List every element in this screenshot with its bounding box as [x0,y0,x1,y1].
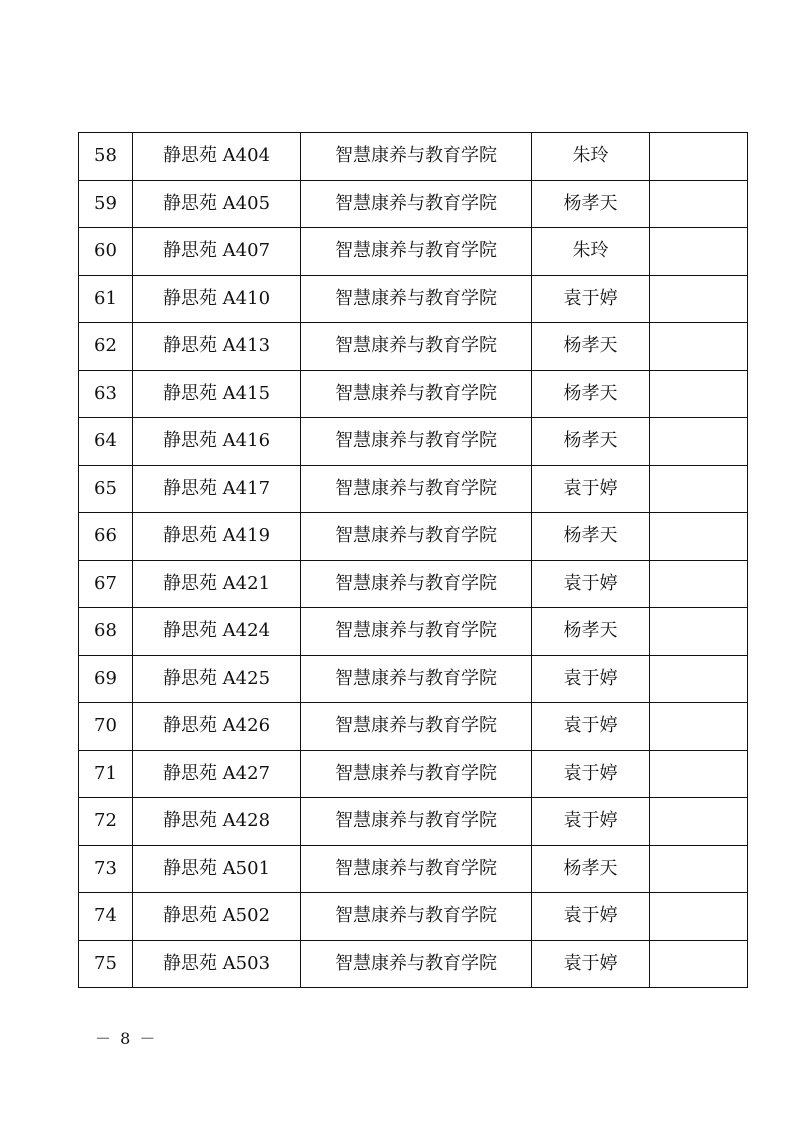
table-row [79,703,748,751]
table-row [79,180,748,228]
name-cell: 袁于婷 [532,940,650,988]
extra-cell [650,798,748,846]
extra-cell [650,655,748,703]
room-cell: 静思苑 A417 [133,465,301,513]
table-row [79,798,748,846]
college-cell: 智慧康养与教育学院 [301,845,532,893]
table-row [79,465,748,513]
name-cell: 袁于婷 [532,275,650,323]
college-cell: 智慧康养与教育学院 [301,180,532,228]
extra-cell [650,370,748,418]
room-cell: 静思苑 A426 [133,703,301,751]
room-cell: 静思苑 A421 [133,560,301,608]
extra-cell [650,323,748,371]
table-row [79,323,748,371]
row-number-cell: 72 [79,798,133,846]
room-cell: 静思苑 A405 [133,180,301,228]
extra-cell [650,133,748,181]
name-cell: 杨孝天 [532,418,650,466]
name-cell: 袁于婷 [532,655,650,703]
extra-cell [650,465,748,513]
name-cell: 杨孝天 [532,323,650,371]
table-row [79,560,748,608]
extra-cell [650,180,748,228]
college-cell: 智慧康养与教育学院 [301,893,532,941]
college-cell: 智慧康养与教育学院 [301,703,532,751]
extra-cell [650,608,748,656]
table-row [79,513,748,561]
row-number-cell: 71 [79,750,133,798]
room-cell: 静思苑 A502 [133,893,301,941]
table-row [79,750,748,798]
row-number-cell: 74 [79,893,133,941]
college-cell: 智慧康养与教育学院 [301,370,532,418]
row-number-cell: 63 [79,370,133,418]
room-cell: 静思苑 A407 [133,228,301,276]
college-cell: 智慧康养与教育学院 [301,228,532,276]
room-cell: 静思苑 A427 [133,750,301,798]
room-cell: 静思苑 A413 [133,323,301,371]
row-number-cell: 62 [79,323,133,371]
room-cell: 静思苑 A503 [133,940,301,988]
row-number-cell: 67 [79,560,133,608]
table-row [79,845,748,893]
row-number-cell: 58 [79,133,133,181]
name-cell: 袁于婷 [532,560,650,608]
room-cell: 静思苑 A404 [133,133,301,181]
name-cell: 袁于婷 [532,893,650,941]
name-cell: 袁于婷 [532,703,650,751]
extra-cell [650,845,748,893]
college-cell: 智慧康养与教育学院 [301,133,532,181]
row-number-cell: 65 [79,465,133,513]
row-number-cell: 75 [79,940,133,988]
name-cell: 朱玲 [532,133,650,181]
college-cell: 智慧康养与教育学院 [301,750,532,798]
row-number-cell: 64 [79,418,133,466]
name-cell: 袁于婷 [532,465,650,513]
name-cell: 杨孝天 [532,370,650,418]
table-row [79,608,748,656]
dormitory-table [78,132,748,988]
college-cell: 智慧康养与教育学院 [301,560,532,608]
name-cell: 朱玲 [532,228,650,276]
college-cell: 智慧康养与教育学院 [301,655,532,703]
row-number-cell: 61 [79,275,133,323]
college-cell: 智慧康养与教育学院 [301,323,532,371]
extra-cell [650,228,748,276]
row-number-cell: 68 [79,608,133,656]
college-cell: 智慧康养与教育学院 [301,798,532,846]
row-number-cell: 60 [79,228,133,276]
row-number-cell: 73 [79,845,133,893]
name-cell: 杨孝天 [532,513,650,561]
college-cell: 智慧康养与教育学院 [301,275,532,323]
table-row [79,275,748,323]
room-cell: 静思苑 A416 [133,418,301,466]
college-cell: 智慧康养与教育学院 [301,418,532,466]
row-number-cell: 69 [79,655,133,703]
extra-cell [650,513,748,561]
name-cell: 袁于婷 [532,750,650,798]
college-cell: 智慧康养与教育学院 [301,940,532,988]
college-cell: 智慧康养与教育学院 [301,513,532,561]
table-row [79,228,748,276]
row-number-cell: 70 [79,703,133,751]
extra-cell [650,560,748,608]
college-cell: 智慧康养与教育学院 [301,608,532,656]
room-cell: 静思苑 A419 [133,513,301,561]
table-row [79,655,748,703]
college-cell: 智慧康养与教育学院 [301,465,532,513]
name-cell: 袁于婷 [532,798,650,846]
extra-cell [650,893,748,941]
extra-cell [650,275,748,323]
name-cell: 杨孝天 [532,845,650,893]
table-row [79,940,748,988]
room-cell: 静思苑 A425 [133,655,301,703]
table-row [79,893,748,941]
extra-cell [650,750,748,798]
table-row [79,133,748,181]
room-cell: 静思苑 A410 [133,275,301,323]
table-body [79,133,748,988]
room-cell: 静思苑 A428 [133,798,301,846]
extra-cell [650,940,748,988]
name-cell: 杨孝天 [532,608,650,656]
page-number: － 8 － [95,1029,158,1048]
extra-cell [650,703,748,751]
row-number-cell: 66 [79,513,133,561]
room-cell: 静思苑 A415 [133,370,301,418]
room-cell: 静思苑 A424 [133,608,301,656]
table-row [79,370,748,418]
name-cell: 杨孝天 [532,180,650,228]
table-row [79,418,748,466]
extra-cell [650,418,748,466]
room-cell: 静思苑 A501 [133,845,301,893]
row-number-cell: 59 [79,180,133,228]
